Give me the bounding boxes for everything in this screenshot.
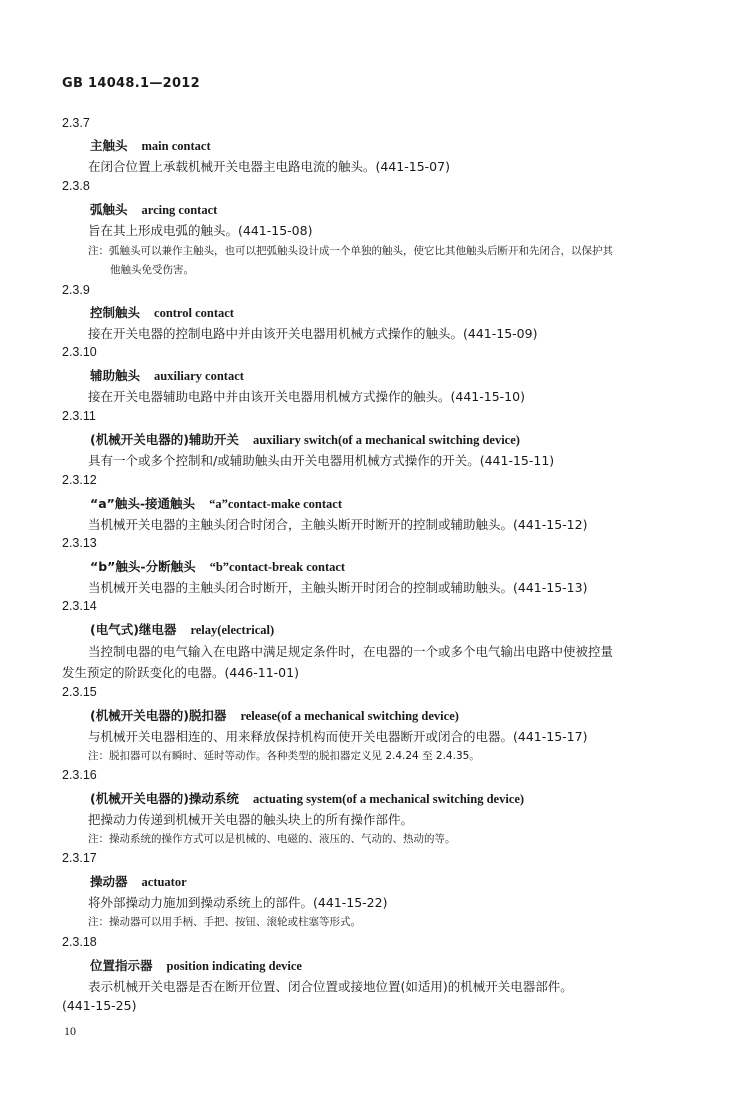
term-zh: “a”触头-接通触头 [90,496,196,511]
entry-note-continued: 他触头免受伤害。 [110,264,194,276]
entry-number: 2.3.16 [62,768,97,782]
entry-number: 2.3.13 [62,536,97,550]
entry-definition: 当控制电器的电气输入在电路中满足规定条件时，在电器的一个或多个电气输出电路中使被控量 [88,644,614,659]
entry-note: 注：操动系统的操作方式可以是机械的、电磁的、液压的、气动的、热动的等。 [88,833,456,845]
term-en: main contact [141,139,211,153]
entry-term [90,303,234,321]
term-zh: 位置指示器 [90,958,153,973]
entry-term [90,200,217,218]
term-zh: (机械开关电器的)操动系统 [90,791,239,806]
term-en: arcing contact [141,203,218,217]
term-zh: 控制触头 [90,305,141,320]
entry-term [90,430,520,448]
entry-term [90,789,524,807]
term-en: control contact [154,306,234,320]
page-number: 10 [64,1024,76,1038]
entry-term [90,366,244,384]
entry-number: 2.3.12 [62,473,97,487]
entry-number: 2.3.10 [62,345,97,359]
term-zh: 辅助触头 [90,368,141,383]
term-en: “a”contact-make contact [209,497,343,511]
entry-definition: 将外部操动力施加到操动系统上的部件。(441-15-22) [88,895,388,910]
entry-definition: 与机械开关电器相连的、用来释放保持机构而使开关电器断开或闭合的电器。(441-15-17) [88,729,588,744]
entry-number: 2.3.14 [62,599,97,613]
entry-definition: 接在开关电器的控制电路中并由该开关电器用机械方式操作的触头。(441-15-09) [88,326,538,341]
entry-note: 注：操动器可以用手柄、手把、按钮、滚轮或柱塞等形式。 [88,916,361,928]
entry-term [90,136,211,154]
term-zh: (机械开关电器的)脱扣器 [90,708,227,723]
term-zh: (电气式)继电器 [90,622,177,637]
entry-term [90,557,345,575]
entry-note: 注：脱扣器可以有瞬时、延时等动作。各种类型的脱扣器定义见 2.4.24 至 2.4.35。 [88,750,480,762]
term-zh: 弧触头 [90,202,128,217]
term-en: actuator [141,875,187,889]
entry-number: 2.3.17 [62,851,97,865]
term-zh: (机械开关电器的)辅助开关 [90,432,239,447]
entry-definition: 在闭合位置上承载机械开关电器主电路电流的触头。(441-15-07) [88,159,450,174]
entry-definition: 当机械开关电器的主触头闭合时闭合，主触头断开时断开的控制或辅助触头。(441-15-12) [88,517,588,532]
term-en: release(of a mechanical switching device) [240,709,459,723]
entry-number: 2.3.8 [62,179,90,193]
term-en: auxiliary switch(of a mechanical switching device) [252,433,520,447]
entry-term [90,872,187,890]
term-zh: 操动器 [90,874,128,889]
entry-definition: 旨在其上形成电弧的触头。(441-15-08) [88,223,313,238]
entry-number: 2.3.11 [62,409,96,423]
entry-definition: 接在开关电器辅助电路中并由该开关电器用机械方式操作的触头。(441-15-10) [88,389,525,404]
term-zh: 主触头 [90,138,128,153]
term-en: actuating system(of a mechanical switching device) [252,792,525,806]
entry-number: 2.3.9 [62,283,90,297]
entry-term [90,956,302,974]
entry-definition: 具有一个或多个控制和/或辅助触头由开关电器用机械方式操作的开关。(441-15-11) [88,453,555,468]
term-zh: “b”触头-分断触头 [90,559,196,574]
entry-definition: 当机械开关电器的主触头闭合时断开，主触头断开时闭合的控制或辅助触头。(441-15-13) [88,580,588,595]
entry-term [90,494,342,512]
entry-number: 2.3.7 [62,116,90,130]
entry-definition-continued: 发生预定的阶跃变化的电器。(446-11-01) [62,665,299,680]
term-en: “b”contact-break contact [209,560,346,574]
term-en: position indicating device [166,959,302,973]
entry-definition: 把操动力传递到机械开关电器的触头块上的所有操作部件。 [88,812,414,827]
standard-header: GB 14048.1—2012 [62,76,200,91]
term-en: relay(electrical) [190,623,275,637]
entry-definition-continued: (441-15-25) [62,998,137,1013]
entry-number: 2.3.18 [62,935,97,949]
entry-definition: 表示机械开关电器是否在断开位置、闭合位置或接地位置(如适用)的机械开关电器部件。 [88,979,573,994]
entry-note: 注：弧触头可以兼作主触头，也可以把弧触头设计成一个单独的触头，使它比其他触头后断开和先闭合，以保护其 [88,245,613,257]
entry-number: 2.3.15 [62,685,97,699]
entry-term [90,706,459,724]
entry-term [90,620,274,638]
term-en: auxiliary contact [154,369,244,383]
